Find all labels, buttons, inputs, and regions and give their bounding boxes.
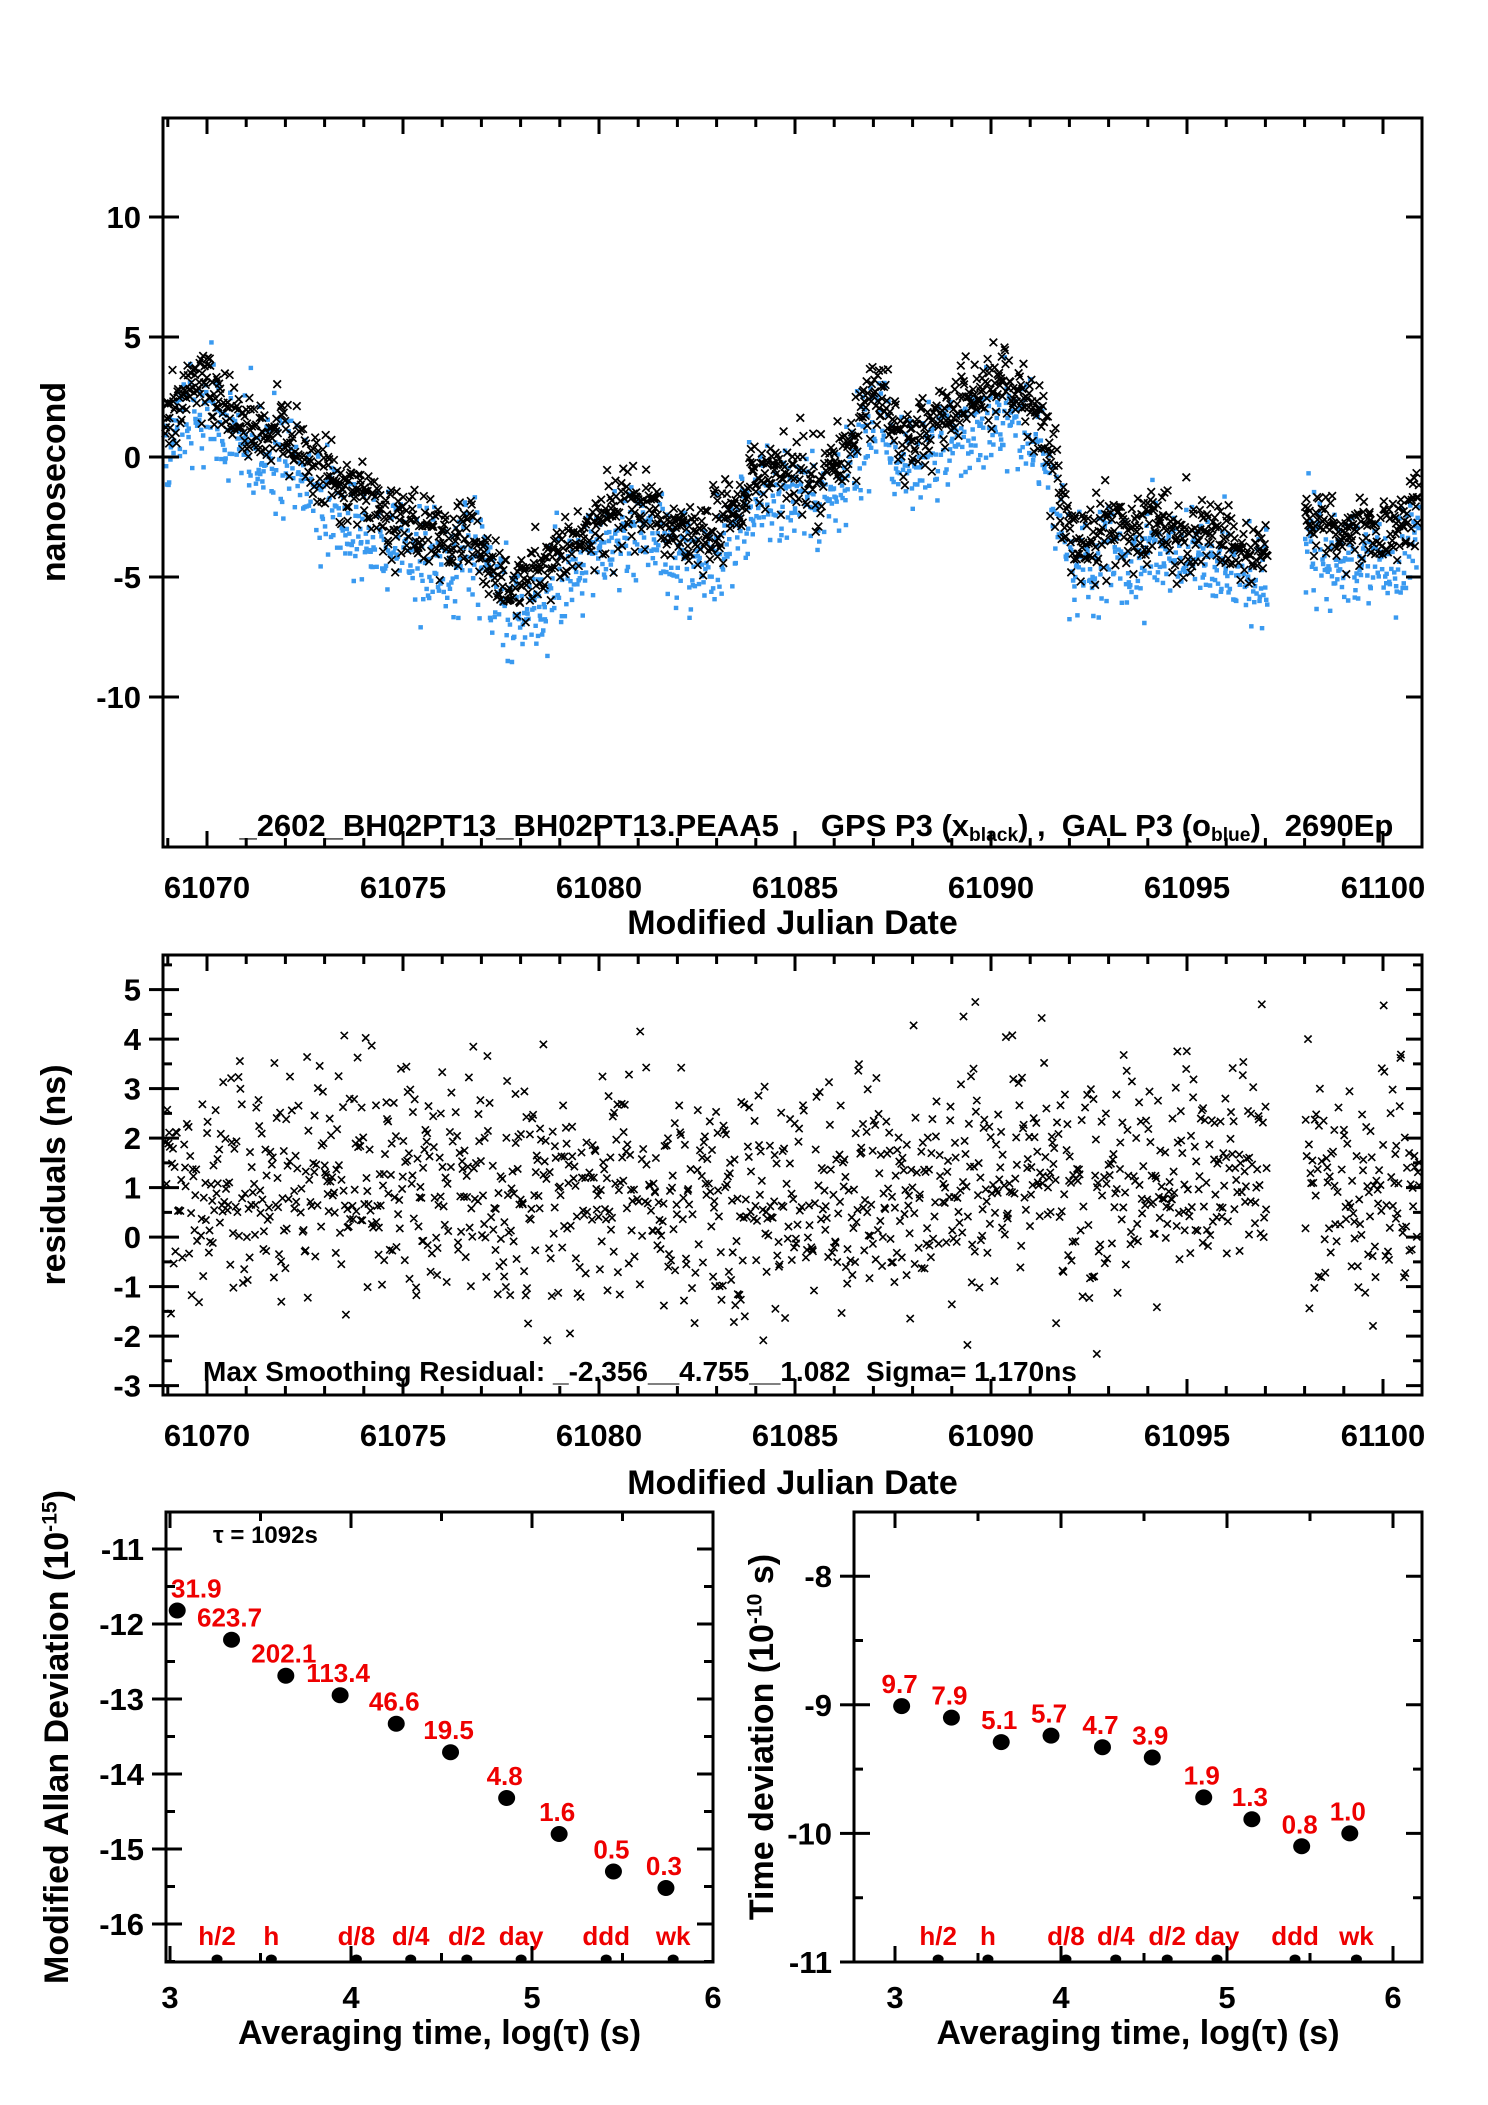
svg-text:day: day bbox=[1194, 1921, 1240, 1951]
top-x-axis-label: Modified Julian Date bbox=[627, 904, 958, 942]
svg-text:6: 6 bbox=[1384, 1980, 1402, 2015]
svg-text:61080: 61080 bbox=[555, 870, 643, 905]
svg-text:-5: -5 bbox=[113, 560, 141, 595]
svg-text:61070: 61070 bbox=[163, 1418, 251, 1453]
tdev-y-axis-label: Time deviation ($10^{-10}$ s) bbox=[743, 1553, 781, 1921]
svg-text:46.6: 46.6 bbox=[368, 1686, 420, 1717]
svg-text:61080: 61080 bbox=[555, 1418, 643, 1453]
svg-text:61075: 61075 bbox=[359, 870, 447, 905]
svg-text:d/4: d/4 bbox=[391, 1921, 430, 1951]
svg-text:5: 5 bbox=[523, 1980, 541, 2015]
svg-text:-15: -15 bbox=[99, 1831, 144, 1867]
svg-text:-1: -1 bbox=[113, 1269, 141, 1305]
middle-x-axis-label: Modified Julian Date bbox=[627, 1464, 958, 1502]
svg-text:5.7: 5.7 bbox=[1030, 1698, 1068, 1729]
tdev-exponent: -10 bbox=[743, 1593, 767, 1625]
svg-text:61095: 61095 bbox=[1143, 870, 1231, 905]
svg-text:61090: 61090 bbox=[947, 1418, 1035, 1453]
svg-text:-11: -11 bbox=[788, 1945, 832, 1980]
svg-text:-11: -11 bbox=[100, 1531, 144, 1567]
svg-text:-3: -3 bbox=[113, 1368, 141, 1404]
svg-text:61085: 61085 bbox=[751, 1418, 839, 1453]
svg-text:61090: 61090 bbox=[947, 870, 1035, 905]
svg-text:4: 4 bbox=[1052, 1980, 1070, 2015]
svg-text:d/8: d/8 bbox=[1047, 1921, 1085, 1951]
svg-text:61075: 61075 bbox=[359, 1418, 447, 1453]
svg-text:10: 10 bbox=[106, 200, 141, 235]
svg-text:d/4: d/4 bbox=[1096, 1921, 1135, 1951]
svg-text:113.4: 113.4 bbox=[306, 1658, 370, 1689]
svg-text:-10: -10 bbox=[96, 680, 141, 715]
svg-text:6: 6 bbox=[704, 1980, 722, 2015]
svg-text:-16: -16 bbox=[99, 1906, 144, 1942]
svg-text:61100: 61100 bbox=[1340, 870, 1426, 905]
svg-text:-2: -2 bbox=[113, 1319, 141, 1355]
svg-text:3: 3 bbox=[886, 1980, 904, 2015]
svg-text:ddd: ddd bbox=[582, 1921, 631, 1951]
svg-text:61095: 61095 bbox=[1143, 1418, 1231, 1453]
mdev-exponent: -15 bbox=[38, 1501, 62, 1532]
svg-text:h/2: h/2 bbox=[198, 1921, 236, 1951]
svg-text:-12: -12 bbox=[99, 1606, 144, 1642]
svg-text:ddd: ddd bbox=[1271, 1921, 1319, 1951]
svg-text:wk: wk bbox=[655, 1921, 691, 1951]
svg-text:3.9: 3.9 bbox=[1132, 1720, 1169, 1751]
svg-text:-9: -9 bbox=[804, 1687, 832, 1723]
svg-text:day: day bbox=[498, 1921, 544, 1951]
mdev-y-axis-label: Modified Allan Deviation $(10^{-15})$ bbox=[38, 1490, 76, 1984]
svg-text:31.9: 31.9 bbox=[171, 1573, 222, 1604]
svg-text:61085: 61085 bbox=[751, 870, 839, 905]
svg-text:h/2: h/2 bbox=[919, 1921, 957, 1951]
svg-text:0: 0 bbox=[123, 1220, 141, 1256]
gps-series-sub: black bbox=[969, 824, 1019, 846]
svg-text:-8: -8 bbox=[804, 1559, 832, 1595]
file-id-label: _2602_BH02PT13_BH02PT13.PEAA5 bbox=[239, 808, 779, 843]
svg-text:3: 3 bbox=[161, 1980, 179, 2015]
svg-text:0.5: 0.5 bbox=[593, 1834, 630, 1865]
mdev-x-axis-label: Averaging time, log(τ) (s) bbox=[237, 2014, 642, 2052]
svg-text:202.1: 202.1 bbox=[251, 1638, 317, 1669]
svg-text:5: 5 bbox=[123, 320, 141, 355]
epoch-count-label: 2690Ep bbox=[1284, 808, 1394, 843]
svg-text:5.1: 5.1 bbox=[981, 1705, 1018, 1736]
svg-text:2: 2 bbox=[123, 1121, 141, 1157]
svg-text:d/2: d/2 bbox=[1148, 1921, 1187, 1951]
svg-text:-14: -14 bbox=[99, 1756, 144, 1792]
svg-text:1.6: 1.6 bbox=[539, 1796, 576, 1827]
svg-text:-13: -13 bbox=[99, 1681, 144, 1717]
top-y-axis-label: nanosecond bbox=[35, 381, 73, 583]
svg-text:4.8: 4.8 bbox=[486, 1760, 523, 1791]
svg-text:1.3: 1.3 bbox=[1231, 1782, 1268, 1813]
svg-text:5: 5 bbox=[1218, 1980, 1236, 2015]
svg-text:d/2: d/2 bbox=[448, 1921, 486, 1951]
svg-text:1.0: 1.0 bbox=[1329, 1796, 1366, 1827]
svg-text:5: 5 bbox=[123, 972, 141, 1008]
svg-text:d/8: d/8 bbox=[337, 1921, 376, 1951]
gal-series-suffix: ) bbox=[1250, 808, 1261, 843]
gps-series-label: GPS P3 (x bbox=[820, 808, 970, 843]
svg-text:wk: wk bbox=[1339, 1921, 1374, 1951]
svg-text:61070: 61070 bbox=[163, 870, 251, 905]
svg-text:61100: 61100 bbox=[1340, 1418, 1426, 1453]
svg-text:3: 3 bbox=[123, 1071, 141, 1107]
middle-y-axis-label: residuals (ns) bbox=[35, 1064, 73, 1286]
svg-text:9.7: 9.7 bbox=[881, 1669, 918, 1700]
svg-text:-10: -10 bbox=[787, 1816, 832, 1852]
svg-text:4: 4 bbox=[342, 1980, 360, 2015]
svg-text:7.9: 7.9 bbox=[931, 1680, 968, 1711]
gal-series-sub: blue bbox=[1210, 824, 1251, 846]
svg-text:h: h bbox=[263, 1921, 280, 1951]
svg-text:4: 4 bbox=[123, 1022, 141, 1058]
svg-text:0: 0 bbox=[123, 440, 141, 475]
svg-text:1: 1 bbox=[123, 1170, 141, 1206]
svg-text:h: h bbox=[980, 1921, 996, 1951]
svg-text:1.9: 1.9 bbox=[1183, 1760, 1220, 1791]
gps-series-suffix: ) , bbox=[1018, 808, 1046, 843]
svg-text:19.5: 19.5 bbox=[423, 1715, 474, 1746]
max-smoothing-residual-note: Max Smoothing Residual: _-2.356__4.755__1.082 Sigma= 1.170ns bbox=[203, 1356, 1077, 1387]
top-panel-title bbox=[205, 772, 1393, 883]
svg-text:4.7: 4.7 bbox=[1082, 1710, 1119, 1741]
svg-text:0.3: 0.3 bbox=[645, 1850, 683, 1881]
gal-series-label: GAL P3 (o bbox=[1061, 808, 1211, 843]
svg-text:623.7: 623.7 bbox=[196, 1602, 263, 1633]
tau-annotation: τ = 1092s bbox=[213, 1522, 318, 1549]
svg-text:0.8: 0.8 bbox=[1281, 1809, 1318, 1840]
tdev-x-axis-label: Averaging time, log(τ) (s) bbox=[936, 2014, 1340, 2052]
